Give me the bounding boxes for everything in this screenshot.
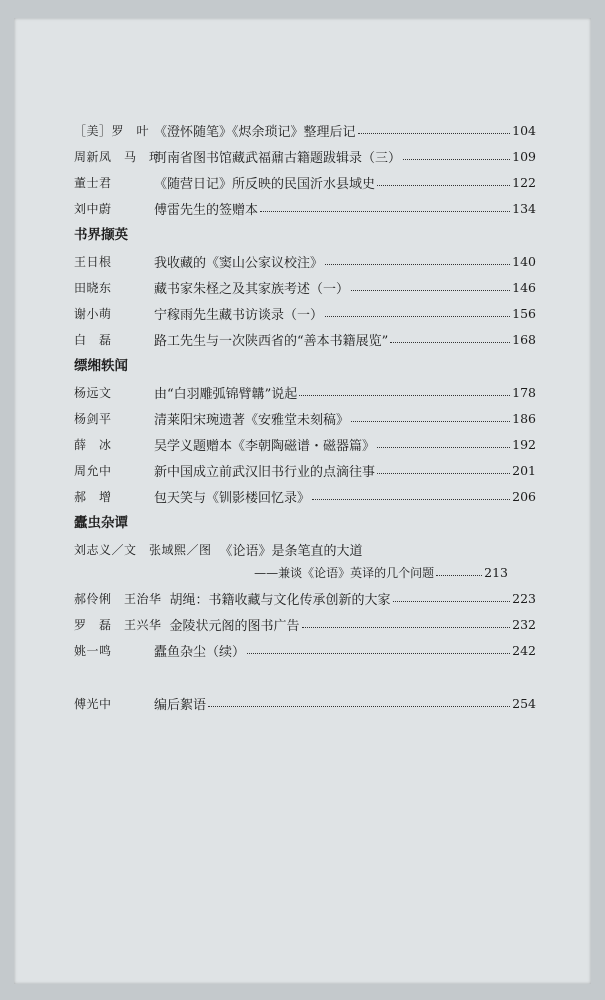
entry-page: 223 [512,590,536,606]
entry-page: 146 [512,279,536,295]
entry-page: 242 [512,642,536,658]
toc-entry [74,171,536,193]
entry-author: 谢小萌 [74,306,112,321]
entry-page: 232 [512,616,536,632]
entry-title: 《澄怀随笔》《烬余琐记》整理后记 [154,124,356,140]
leader-dots [351,290,510,291]
entry-page: 254 [512,695,536,711]
leader-dots [393,601,511,602]
section-heading: 缥缃轶闻 [74,358,128,374]
leader-dots [436,575,482,576]
leader-dots [312,499,510,500]
leader-dots [358,133,511,134]
leader-dots [377,185,510,186]
leader-dots [302,627,511,628]
leader-dots [403,159,510,160]
entry-page: 122 [512,174,536,190]
entry-author: 董士君 [74,175,112,190]
toc-entry [74,587,536,609]
entry-author: 姚一鸣 [74,643,112,658]
entry-page: 104 [512,122,536,138]
toc-entry [74,407,536,429]
entry-subtitle-line [254,561,508,583]
toc-entry [74,485,536,507]
leader-dots [208,706,510,707]
toc-entry [74,250,536,272]
toc-entry [74,197,536,219]
entry-author: 刘志义／文 张域熙／图 [74,542,212,557]
entry-author: 刘中蔚 [74,201,112,216]
entry-title: 金陵状元阁的图书广告 [169,618,300,634]
toc-entry [74,459,536,481]
leader-dots [247,653,510,654]
entry-author: 周允中 [74,463,112,478]
entry-title: 傅雷先生的签赠本 [154,202,259,218]
toc-entry [74,302,536,324]
entry-page: 168 [512,331,536,347]
toc-entry [74,119,536,141]
toc-entry [74,433,536,455]
entry-page: 201 [512,462,536,478]
entry-title: 藏书家朱柽之及其家族考述（一） [154,281,350,297]
entry-author: 郝伶俐 王治华 [74,591,162,606]
entry-author: 杨远文 [74,385,112,400]
entry-title: 由“白羽雕弧锦臂韝”说起 [154,386,298,402]
entry-author: 薛 冰 [74,437,112,452]
entry-title: 路工先生与一次陕西省的“善本书籍展览” [154,333,389,349]
entry-page: 156 [512,305,536,321]
toc-entry [74,328,536,350]
entry-title: 胡绳：书籍收藏与文化传承创新的大家 [169,592,391,608]
toc-page [14,18,591,984]
entry-page: 186 [512,410,536,426]
section-heading: 蠹虫杂谭 [74,515,128,531]
entry-author: 白 磊 [74,332,112,347]
entry-page: 109 [512,148,536,164]
leader-dots [377,473,510,474]
entry-title: 吴学义题赠本《李朝陶磁谱・磁器篇》 [154,438,376,454]
toc-entry [74,692,536,714]
toc-entry [74,613,536,635]
entry-title: 新中国成立前武汉旧书行业的点滴往事 [154,464,376,480]
entry-title: 包天笑与《钏影楼回忆录》 [154,490,311,506]
entry-title: 蠹鱼杂尘（续） [154,644,246,660]
entry-title: 清莱阳宋琬遗著《安雅堂未刻稿》 [154,412,350,428]
entry-title: 河南省图书馆藏武福鼐古籍题跋辑录（三） [154,150,402,166]
leader-dots [325,316,510,317]
entry-author: 杨剑平 [74,411,112,426]
leader-dots [325,264,510,265]
entry-title: 《论语》是条笔直的大道 [219,543,363,559]
leader-dots [260,211,510,212]
entry-author: 罗 磊 王兴华 [74,617,162,632]
leader-dots [377,447,510,448]
toc-entry [74,276,536,298]
section-heading: 书界撷英 [74,227,128,243]
toc-entry [74,639,536,661]
entry-page: 134 [512,200,536,216]
entry-title: 宁稼雨先生藏书访谈录（一） [154,307,324,323]
toc-entry [74,538,536,560]
entry-subtitle: ——兼谈《论语》英译的几个问题 [254,565,435,580]
entry-page: 178 [512,384,536,400]
entry-author: 郝 增 [74,489,112,504]
entry-author: 周新凤 马 珂 [74,149,162,164]
entry-author: ［美］罗 叶 [74,123,150,138]
toc-entry [74,145,536,167]
entry-title: 编后絮语 [154,697,207,713]
leader-dots [390,342,510,343]
entry-page: 206 [512,488,536,504]
entry-page: 140 [512,253,536,269]
leader-dots [351,421,510,422]
leader-dots [299,395,510,396]
entry-page: 213 [484,564,508,580]
entry-title: 我收藏的《窦山公家议校注》 [154,255,324,271]
entry-author: 傅光中 [74,696,112,711]
entry-author: 田晓东 [74,280,112,295]
entry-author: 王日根 [74,254,112,269]
toc-entry [74,381,536,403]
entry-page: 192 [512,436,536,452]
entry-title: 《随营日记》所反映的民国沂水县域史 [154,176,376,192]
